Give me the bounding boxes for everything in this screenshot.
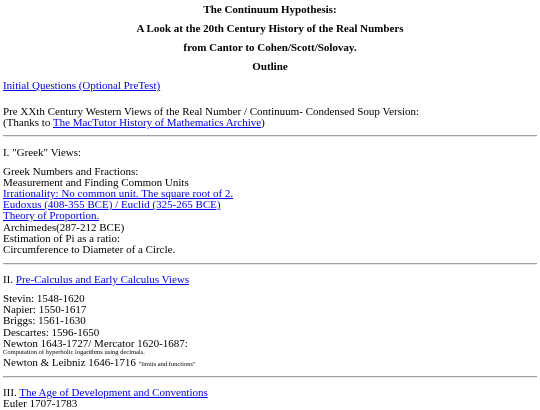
section-1-line-2: Measurement and Finding Common Units (3, 177, 189, 189)
irrationality-link[interactable]: Irrationality: No common unit. The square root of 2. (3, 188, 234, 200)
eudoxus-euclid-link[interactable]: Eudoxus (408-355 BCE) / Euclid (325-265 BCE) (3, 199, 221, 211)
section-2-line-3: Briggs: 1561-1630 (3, 315, 86, 327)
section-1-line-5: Circumference to Diameter of a Circle. (3, 244, 176, 256)
section-2-line-2: Napier: 1550-1617 (3, 304, 87, 316)
divider-1 (3, 135, 537, 137)
section-2-heading-prefix: II. (3, 274, 16, 286)
thanks-suffix: ) (261, 117, 265, 129)
mactutor-link[interactable]: The MacTutor History of Mathematics Archive (52, 117, 262, 129)
section-2-line-6: Newton & Leibniz 1646-1716 (3, 357, 139, 369)
section-2-line-1: Stevin: 1548-1620 (3, 293, 85, 305)
section-2-line-5: Newton 1643-1727/ Mercator 1620-1687: (3, 338, 188, 350)
section-2-line-4: Descartes: 1596-1650 (3, 327, 100, 339)
pre-20th-century-text: Pre XXth Century Western Views of the Real Number / Continuum- Condensed Soup Version: (3, 106, 420, 118)
section-1-line-3: Archimedes(287-212 BCE) (3, 222, 125, 234)
thanks-row (3, 117, 265, 129)
page-subtitle-1: A Look at the 20th Century History of the Real Numbers (136, 23, 404, 35)
section-3-heading-prefix: III. (3, 387, 20, 399)
pre-calculus-link[interactable]: Pre-Calculus and Early Calculus Views (15, 274, 190, 286)
thanks-prefix: (Thanks to (3, 117, 53, 129)
section-2-heading (3, 274, 189, 286)
divider-3 (3, 376, 537, 378)
outline-heading: Outline (252, 61, 288, 73)
section-1-heading: I. "Greek" Views: (3, 147, 82, 159)
section-1-line-1: Greek Numbers and Fractions: (3, 166, 139, 178)
section-2-small-note-2: "limits and functions" (138, 361, 196, 368)
divider-2 (3, 263, 537, 265)
page-subtitle-2: from Cantor to Cohen/Scott/Solovay. (183, 42, 357, 54)
initial-questions-row (3, 80, 160, 92)
theory-of-proportion-link[interactable]: Theory of Proportion. (3, 210, 100, 222)
section-1-line-4: Estimation of Pi as a ratio: (3, 233, 121, 245)
initial-questions-link[interactable]: Initial Questions (Optional PreTest) (3, 80, 161, 92)
section-1-link-row-3 (3, 210, 99, 222)
age-of-development-link[interactable]: The Age of Development and Conventions (19, 387, 208, 399)
section-2-small-note-1: Computation of hyperbolic logarithms using decimals. (3, 349, 145, 356)
section-2-line-6-row (3, 357, 196, 369)
page-title: The Continuum Hypothesis: (203, 4, 337, 16)
section-3-line-1: Euler 1707-1783 (3, 398, 78, 410)
